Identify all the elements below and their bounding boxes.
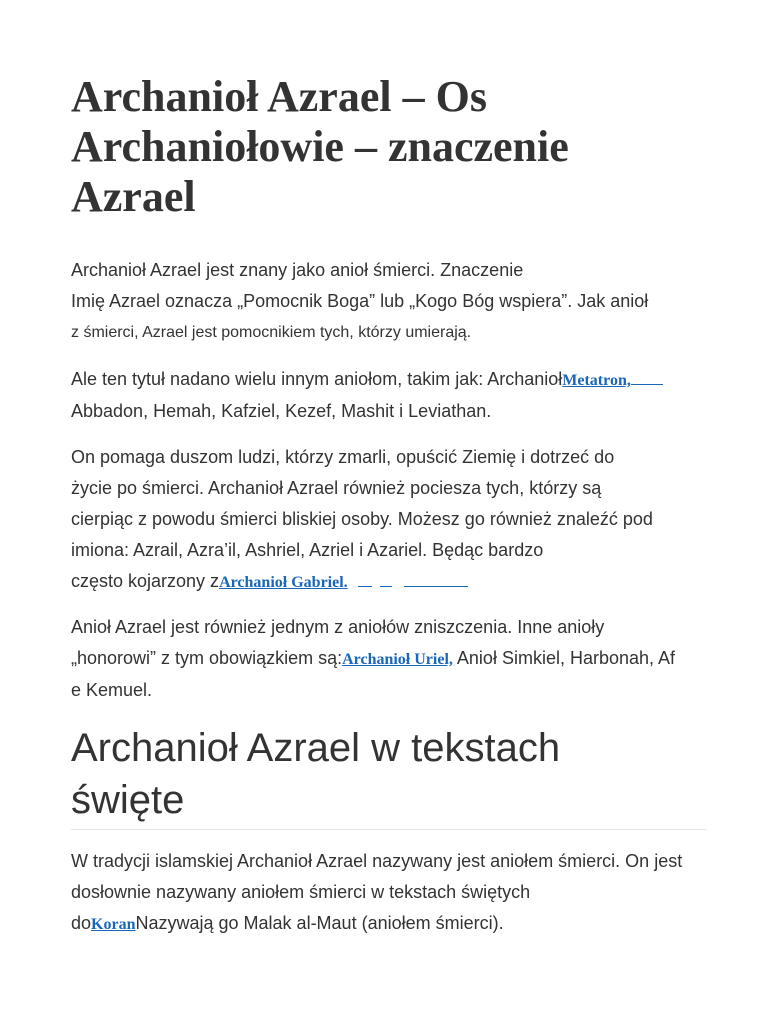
- paragraph-line: dosłownie nazywany aniołem śmierci w tekstach świętych: [71, 882, 531, 902]
- link-underline-gap: [631, 383, 663, 385]
- paragraph-line: [71, 643, 675, 675]
- paragraph-destruction: [71, 612, 675, 706]
- paragraph-titles: [71, 364, 663, 427]
- paragraph-line: W tradycji islamskiej Archanioł Azrael nazywany jest aniołem śmierci. On jest: [71, 851, 683, 871]
- paragraph-line: z śmierci, Azrael jest pomocnikiem tych, którzy umierają.: [71, 324, 472, 341]
- link-uriel[interactable]: Archanioł Uriel,: [342, 651, 453, 668]
- paragraph-line: życie po śmierci. Archanioł Azrael również pociesza tych, którzy są: [71, 478, 602, 498]
- paragraph-line: cierpiąc z powodu śmierci bliskiej osoby. Możesz go również znaleźć pod: [71, 509, 653, 529]
- section-divider: [71, 829, 707, 830]
- paragraph-line: e Kemuel.: [71, 680, 153, 700]
- paragraph-line: [71, 364, 663, 396]
- paragraph-text: do: [71, 913, 92, 933]
- article-title: [71, 72, 569, 222]
- paragraph-intro: [71, 255, 648, 348]
- paragraph-text: Ale ten tytuł nadano wielu innym aniołom, takim jak: Archanioł: [71, 369, 563, 389]
- paragraph-text: Anioł Simkiel, Harbonah, Af: [452, 648, 676, 668]
- paragraph-line: imiona: Azrail, Azra’il, Ashriel, Azriel i Azariel. Będąc bardzo: [71, 540, 544, 560]
- paragraph-line: Archanioł Azrael jest znany jako anioł śmierci. Znaczenie: [71, 260, 524, 280]
- link-gabriel[interactable]: Archanioł Gabriel.: [219, 574, 348, 591]
- link-koran[interactable]: Koran: [91, 916, 136, 933]
- title-line: Azrael: [71, 172, 196, 221]
- paragraph-text: „honorowi” z tym obowiązkiem są:: [71, 648, 343, 668]
- paragraph-line: Imię Azrael oznacza „Pomocnik Boga” lub „Kogo Bóg wspiera”. Jak anioł: [71, 291, 649, 311]
- paragraph-line: Anioł Azrael jest również jednym z aniołów zniszczenia. Inne anioły: [71, 617, 605, 637]
- title-line: Archanioł Azrael – Os: [71, 72, 487, 121]
- section-heading-line: święte: [71, 778, 185, 822]
- link-underline-gap: [358, 585, 372, 587]
- paragraph-line: On pomaga duszom ludzi, którzy zmarli, opuścić Ziemię i dotrzeć do: [71, 447, 615, 467]
- paragraph-text: Nazywają go Malak al-Maut (aniołem śmierci).: [135, 913, 504, 933]
- link-underline-gap: [380, 585, 392, 587]
- section-heading-line: Archanioł Azrael w tekstach: [71, 726, 561, 770]
- link-metatron[interactable]: Metatron,: [562, 372, 631, 389]
- paragraph-text: często kojarzony z: [71, 571, 220, 591]
- paragraph-line: [71, 566, 653, 598]
- section-heading: [71, 722, 560, 826]
- paragraph-duties: [71, 442, 653, 598]
- paragraph-line: [71, 908, 682, 940]
- paragraph-line: Abbadon, Hemah, Kafziel, Kezef, Mashit i Leviathan.: [71, 401, 492, 421]
- paragraph-koran: [71, 846, 682, 940]
- title-line: Archaniołowie – znaczenie: [71, 122, 569, 171]
- link-underline-gap: [404, 585, 468, 587]
